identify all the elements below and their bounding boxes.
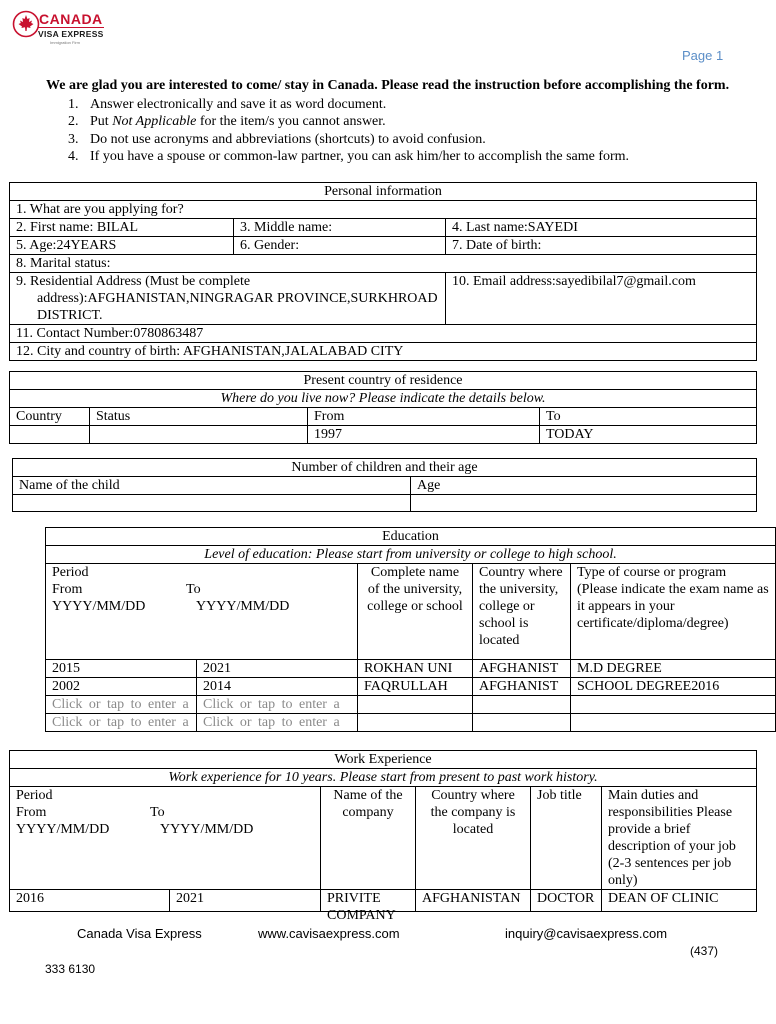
field-middle-name[interactable]: 3. Middle name: xyxy=(234,219,446,237)
footer-website-link[interactable]: www.cavisaexpress.com xyxy=(258,926,400,941)
residence-table xyxy=(9,371,757,444)
date-placeholder-field[interactable]: Click or tap to enter a xyxy=(46,714,197,732)
table-row xyxy=(46,714,776,732)
residence-from-cell[interactable]: 1997 xyxy=(308,426,540,444)
edu-program-cell[interactable]: SCHOOL DEGREE2016 xyxy=(571,678,776,696)
edu-program-cell[interactable] xyxy=(571,696,776,714)
edu-country-cell[interactable]: AFGHANIST xyxy=(473,660,571,678)
children-table xyxy=(12,458,757,512)
column-header: Complete name of the university, college or school xyxy=(358,564,473,660)
field-residential-address[interactable] xyxy=(10,273,446,325)
date-placeholder-field[interactable]: Click or tap to enter a xyxy=(46,696,197,714)
instruction-item: 4. If you have a spouse or common-law partner, you can ask him/her to accomplish the same form. xyxy=(68,148,630,164)
table-row xyxy=(10,890,757,912)
column-header: Country where the company is located xyxy=(416,787,531,890)
residence-country-cell[interactable] xyxy=(10,426,90,444)
edu-country-cell[interactable] xyxy=(473,714,571,732)
section-subtitle: Work experience for 10 years. Please start from present to past work history. xyxy=(10,769,757,787)
child-age-cell[interactable] xyxy=(411,495,757,512)
table-row xyxy=(46,678,776,696)
edu-from-cell[interactable]: 2002 xyxy=(46,678,197,696)
field-gender[interactable]: 6. Gender: xyxy=(234,237,446,255)
edu-program-cell[interactable] xyxy=(571,714,776,732)
period-header: Period From To YYYY/MM/DD YYYY/MM/DD xyxy=(46,564,358,660)
edu-school-cell[interactable]: FAQRULLAH xyxy=(358,678,473,696)
section-title: Personal information xyxy=(10,183,757,201)
section-title: Number of children and their age xyxy=(13,459,757,477)
instruction-item: 3. Do not use acronyms and abbreviations (shortcuts) to avoid confusion. xyxy=(68,131,486,147)
field-birth-city-country[interactable]: 12. City and country of birth: AFGHANISTAN,JALALABAD CITY xyxy=(10,343,757,361)
work-to-cell[interactable]: 2021 xyxy=(170,890,321,912)
column-header: Name of the child xyxy=(13,477,411,495)
address-line: 9. Residential Address (Must be complete xyxy=(16,274,251,289)
edu-to-cell[interactable]: 2021 xyxy=(197,660,358,678)
column-header: Type of course or program (Please indicate the exam name as it appears in your certificate/diploma/degree) xyxy=(571,564,776,660)
section-title: Education xyxy=(46,528,776,546)
address-line: address):AFGHANISTAN,NINGRAGAR PROVINCE,SURKHROAD xyxy=(37,291,438,306)
logo-title: CANADA xyxy=(39,11,103,27)
intro-text: We are glad you are interested to come/ stay in Canada. Please read the instruction before accomplishing the form. xyxy=(46,78,730,93)
field-age[interactable]: 5. Age:24YEARS xyxy=(10,237,234,255)
section-subtitle: Where do you live now? Please indicate the details below. xyxy=(10,390,757,408)
column-header: From xyxy=(308,408,540,426)
field-first-name[interactable]: 2. First name: BILAL xyxy=(10,219,234,237)
column-header: Country where the university, college or school is located xyxy=(473,564,571,660)
date-placeholder-field[interactable]: Click or tap to enter a xyxy=(197,714,358,732)
child-name-cell[interactable] xyxy=(13,495,411,512)
edu-program-cell[interactable]: M.D DEGREE xyxy=(571,660,776,678)
to-label: To xyxy=(186,582,201,597)
edu-from-cell[interactable]: 2015 xyxy=(46,660,197,678)
personal-info-table xyxy=(9,182,757,361)
edu-country-cell[interactable]: AFGHANIST xyxy=(473,678,571,696)
date-format-label: YYYY/MM/DD xyxy=(16,822,110,837)
work-job-cell[interactable]: DOCTOR xyxy=(531,890,602,912)
instruction-item: 1. Answer electronically and save it as word document. xyxy=(68,97,387,112)
from-label: From xyxy=(52,582,83,597)
work-duties-cell[interactable]: DEAN OF CLINIC xyxy=(602,890,757,912)
field-email-address[interactable]: 10. Email address:sayedibilal7@gmail.com xyxy=(446,273,757,325)
edu-school-cell[interactable]: ROKHAN UNI xyxy=(358,660,473,678)
edu-school-cell[interactable] xyxy=(358,714,473,732)
section-title: Present country of residence xyxy=(10,372,757,390)
date-format-label: YYYY/MM/DD xyxy=(160,822,254,837)
work-experience-table xyxy=(9,750,757,923)
company-logo xyxy=(12,10,112,46)
edu-to-cell[interactable]: 2014 xyxy=(197,678,358,696)
footer-email-link[interactable]: inquiry@cavisaexpress.com xyxy=(505,926,668,941)
section-subtitle: Level of education: Please start from university or college to high school. xyxy=(46,546,776,564)
residence-status-cell[interactable] xyxy=(90,426,308,444)
work-country-cell[interactable]: AFGHANISTAN xyxy=(416,890,531,912)
footer-phone: 333 6130 xyxy=(45,962,96,976)
field-date-of-birth[interactable]: 7. Date of birth: xyxy=(446,237,757,255)
instruction-list xyxy=(68,96,629,165)
table-row xyxy=(46,696,776,714)
date-format-label: YYYY/MM/DD xyxy=(52,599,146,614)
education-table xyxy=(45,527,776,732)
from-label: From xyxy=(16,805,47,820)
field-marital-status[interactable]: 8. Marital status: xyxy=(10,255,757,273)
column-header: Status xyxy=(90,408,308,426)
period-header: Period From To YYYY/MM/DD YYYY/MM/DD xyxy=(10,787,321,890)
field-contact-number[interactable]: 11. Contact Number:0780863487 xyxy=(10,325,757,343)
edu-school-cell[interactable] xyxy=(358,696,473,714)
work-from-cell[interactable]: 2016 xyxy=(10,890,170,912)
column-header: Job title xyxy=(531,787,602,890)
date-placeholder-field[interactable]: Click or tap to enter a xyxy=(197,696,358,714)
column-header: To xyxy=(540,408,757,426)
section-title: Work Experience xyxy=(10,751,757,769)
table-row xyxy=(46,660,776,678)
field-last-name[interactable]: 4. Last name:SAYEDI xyxy=(446,219,757,237)
column-header: Age xyxy=(411,477,757,495)
footer-company: Canada Visa Express xyxy=(77,926,202,941)
page-number: Page 1 xyxy=(682,48,724,63)
column-header: Main duties and responsibilities Please provide a brief description of your job (2-3 sentences per job only) xyxy=(602,787,757,890)
footer-phone: (437) xyxy=(690,944,719,958)
table-row xyxy=(13,495,757,512)
column-header: Name of the company xyxy=(321,787,416,890)
table-row xyxy=(10,426,757,444)
logo-subtitle: VISA EXPRESS xyxy=(38,29,104,39)
instruction-item: 2. Put Not Applicable for the item/s you cannot answer. xyxy=(68,114,386,130)
maple-leaf-icon xyxy=(12,10,40,38)
residence-to-cell[interactable]: TODAY xyxy=(540,426,757,444)
work-company-cell[interactable]: PRIVITE COMPANY xyxy=(321,890,416,912)
edu-country-cell[interactable] xyxy=(473,696,571,714)
column-header: Country xyxy=(10,408,90,426)
date-format-label: YYYY/MM/DD xyxy=(196,599,290,614)
logo-tagline: Immigration Firm xyxy=(50,40,81,45)
to-label: To xyxy=(150,805,165,820)
address-line: DISTRICT. xyxy=(37,308,103,323)
field-applying-for[interactable]: 1. What are you applying for? xyxy=(10,201,757,219)
